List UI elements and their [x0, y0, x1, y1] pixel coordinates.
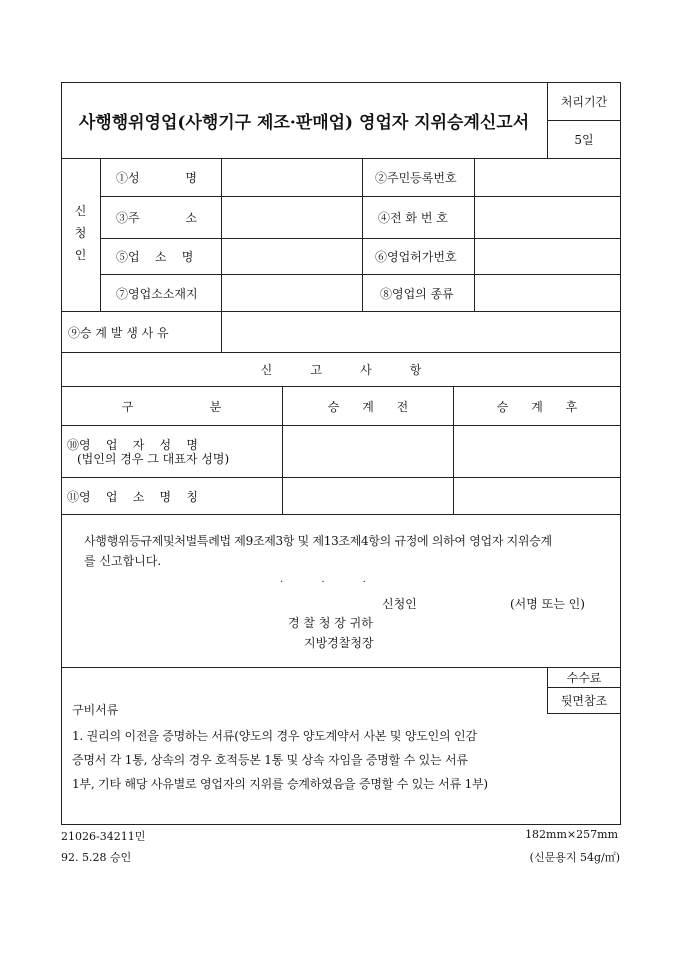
business-location-field[interactable]	[222, 275, 362, 311]
operator-name-after-field[interactable]	[454, 426, 620, 477]
resident-number-field[interactable]	[475, 159, 620, 196]
fee-value: 뒷면참조	[560, 694, 608, 708]
header-category: 구 분	[121, 399, 222, 414]
name-label: ①성 명	[116, 171, 197, 185]
business-type-label: ⑧영업의 종류	[380, 286, 454, 301]
succession-reason-label: ⑨승 계 발 생 사 유	[68, 325, 169, 340]
signature-hint: (서명 또는 인)	[510, 597, 585, 611]
addressee-line2: 지방경찰청장	[304, 636, 374, 650]
header-before: 승 계 전	[327, 399, 409, 414]
report-section-title: 신 고 사 항	[260, 363, 422, 377]
business-license-label: ⑥영업허가번호	[375, 250, 457, 264]
paper-type: (신문용지 54g/㎡)	[529, 851, 620, 864]
operator-name-label: ⑩영 업 자 성 명 (법인의 경우 그 대표자 성명)	[67, 438, 230, 466]
operator-name-before-field[interactable]	[283, 426, 453, 477]
declaration-text: 사행행위등규제및처벌특례법 제9조제3항 및 제13조제4항의 규정에 의하여 영업자 지위승계 를 신고합니다.	[84, 534, 552, 568]
business-title-label: ⑪영 업 소 명 칭	[67, 489, 198, 504]
business-title-before-field[interactable]	[283, 478, 453, 514]
business-type-field[interactable]	[475, 275, 620, 311]
processing-period-value: 5일	[574, 133, 594, 147]
business-name-field[interactable]	[222, 239, 362, 274]
fee-label: 수수료	[566, 671, 602, 685]
addressee-line1: 경 찰 청 장 귀하	[288, 616, 373, 630]
succession-reason-field[interactable]	[222, 312, 620, 352]
form-number: 21026-34211민	[61, 830, 146, 843]
resident-number-label: ②주민등록번호	[375, 171, 457, 185]
name-field[interactable]	[222, 159, 362, 196]
header-after: 승 계 후	[496, 399, 578, 414]
business-location-label: ⑦영업소소재지	[116, 286, 198, 301]
business-title-after-field[interactable]	[454, 478, 620, 514]
date-line: . . .	[280, 574, 366, 585]
phone-label: ④전 화 번 호	[378, 211, 448, 225]
applicant-group-label: 신 청 인	[74, 204, 87, 262]
address-field[interactable]	[222, 197, 362, 238]
required-documents-list: 1. 권리의 이전을 증명하는 서류(양도의 경우 양도계약서 사본 및 양도인의 인감 증명서 각 1통, 상속의 경우 호적등본 1통 및 상속 자임을 증명할 수 있는 서류 1부, 기타 해당 사유별로 영업자의 지위를 승계하였음을 증명할 수 있는 서류 1부)	[72, 729, 488, 791]
business-license-field[interactable]	[475, 239, 620, 274]
form-title: 사행행위영업(사행기구 제조·판매업) 영업자 지위승계신고서	[78, 112, 530, 133]
approval-date: 92. 5.28 승인	[61, 851, 132, 864]
paper-size: 182mm×257mm	[525, 828, 618, 841]
required-documents-label: 구비서류	[72, 703, 119, 717]
applicant-sign-label: 신청인	[382, 597, 417, 611]
processing-period-label: 처리기간	[560, 94, 608, 109]
address-label: ③주 소	[116, 211, 197, 225]
business-name-label: ⑤업 소 명	[116, 250, 194, 264]
phone-field[interactable]	[475, 197, 620, 238]
